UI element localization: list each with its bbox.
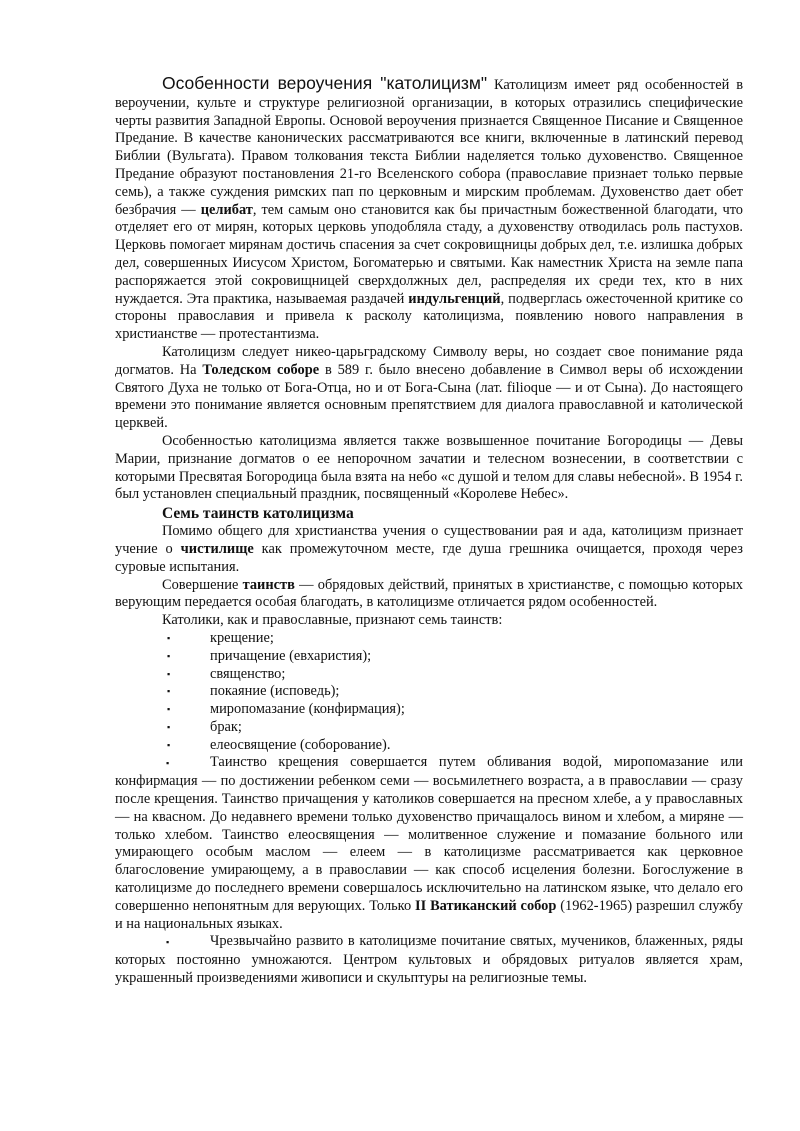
bullet-icon: ▪ bbox=[166, 758, 170, 769]
list-item-text: елеосвящение (соборование). bbox=[210, 736, 391, 753]
list-item bbox=[115, 737, 743, 755]
purgatory-paragraph bbox=[115, 523, 743, 576]
list-item bbox=[115, 683, 743, 701]
intro-paragraph bbox=[115, 75, 743, 344]
bullet-icon: ▪ bbox=[167, 721, 171, 732]
list-item-text: брак; bbox=[210, 718, 242, 735]
bullet-icon: ▪ bbox=[167, 686, 171, 697]
purgatory-text-2: как промежуточном месте, где душа грешника очищается, проходя через суровые испытания. bbox=[115, 540, 743, 575]
baptism-text-2: (1962-1965) разрешил службу и на национальных языках. bbox=[115, 897, 743, 932]
bullet-icon: ▪ bbox=[167, 739, 171, 750]
sacraments-text-2: — обрядовых действий, принятых в христианстве, с помощью которых верующим передается особая благодать, в католицизме отличается рядом особенностей. bbox=[115, 576, 743, 611]
saints-paragraph bbox=[115, 933, 743, 987]
list-item bbox=[115, 719, 743, 737]
term-purgatory: чистилище bbox=[180, 540, 254, 557]
list-item bbox=[115, 666, 743, 684]
list-item-text: причащение (евхаристия); bbox=[210, 647, 372, 664]
list-item bbox=[115, 701, 743, 719]
sacraments-definition-paragraph bbox=[115, 577, 743, 613]
creed-paragraph bbox=[115, 344, 743, 433]
term-toledo-council: Толедском соборе bbox=[202, 361, 320, 378]
creed-text-2: в 589 г. было внесено добавление в Символ веры об исхождении Святого Духа не только от Бога-Отца, но и от Бога-Сына (лат. filioque — и от Сына). До настоящего времени это понимание является основным препятствием для диалога православной и католической церквей. bbox=[115, 361, 743, 432]
bullet-icon: ▪ bbox=[167, 668, 171, 679]
term-celibacy: целибат bbox=[200, 201, 253, 218]
creed-text-1: Католицизм следует никео-царьградскому Символу веры, но создает свое понимание ряда догматов. На bbox=[115, 343, 743, 378]
list-item-text: миропомазание (конфирмация); bbox=[210, 701, 405, 718]
section-heading-sacraments: Семь таинств католицизма bbox=[162, 505, 354, 523]
intro-text-2: , тем самым оно становится как бы причастным божественной благодати, что отделяет его от мирян, которых церковь уподобляла стаду, а духовенству отводилась роль пастухов. Церковь помогает мирянам достичь спасения за счет сокровищницы добрых дел, т.е. излишка добрых дел, совершенных Иисусом Христом, Богоматерью и святыми. Как наместник Христа на земле папа распоряжается этой сокровищницей сверхдолжных дел, распределяя их среди тех, кто в них нуждается. Эта практика, называемая раздачей bbox=[115, 201, 743, 307]
purgatory-text-1: Помимо общего для христианства учения о существовании рая и ада, католицизм признает учение о bbox=[115, 523, 743, 557]
term-vatican-council: II Ватиканский собор bbox=[415, 897, 557, 914]
intro-text-3: , подверглась ожесточенной критике со стороны православия и привела к расколу католицизма, появлению нового направления в христианстве — протестантизма. bbox=[115, 290, 743, 343]
bullet-icon: ▪ bbox=[167, 704, 171, 715]
list-item-text: крещение; bbox=[210, 629, 274, 646]
sacraments-text-1: Совершение bbox=[162, 576, 243, 593]
list-item-text: священство; bbox=[210, 665, 286, 682]
seven-sacraments-intro: Католики, как и православные, признают семь таинств: bbox=[162, 612, 503, 629]
virgin-mary-paragraph: Особенностью католицизма является также возвышенное почитание Богородицы — Девы Марии, признание догматов о ее непорочном зачатии и телесном вознесении, в соответствии с которыми Пресвятая Богородица была взята на небо «с душой и телом для славы небесной». В 1954 г. был установлен специальный праздник, посвященный «Королеве Небес». bbox=[115, 432, 743, 503]
intro-text: Католицизм имеет ряд особенностей в вероучении, культе и структуре религиозной организации, в которых отразились специфические черты развития Западной Европы. Основой вероучения признается Священное Писание и Священное Предание. В качестве канонических рассматриваются все книги, включенные в латинский перевод Библии (Вульгата). Правом толкования текста Библии наделяется только духовенство. Священное Предание образуют постановления 21-го Вселенского собора (православие признает только первые семь), а также суждения римских пап по церковным и мирским проблемам. Духовенство дает обет безбрачия — bbox=[115, 77, 743, 218]
term-sacraments: таинств bbox=[242, 576, 295, 593]
baptism-paragraph bbox=[115, 754, 743, 933]
section-title: Особенности вероучения "католицизм" bbox=[162, 73, 488, 93]
saints-text: Чрезвычайно развито в католицизме почитание святых, мучеников, блаженных, ряды которых постоянно умножаются. Центром культовых и обрядовых ритуалов является храм, украшенный произведениями живописи и скульптуры на религиозные темы. bbox=[115, 933, 743, 987]
sacraments-list bbox=[115, 630, 743, 755]
baptism-text-1: Таинство крещения совершается путем обливания водой, миропомазание или конфирмация — по достижении ребенком семи — восьмилетнего возраста, а в православии — сразу после крещения. Таинство причащения у католиков совершается на пресном хлебе, а у православных — на квасном. До недавнего времени только духовенство причащалось вином и хлебом, а миряне — только хлебом. Таинство елеосвящения — молитвенное служение и помазание больного или умирающего особым маслом — елеем — в католицизме рассматривается как церковное благословение умирающему, а в православии — как способ исцеления болезни. Богослужение в католицизме до последнего времени совершалось исключительно на латинском языке, что делало его совершенно непонятным для верующих. Только bbox=[115, 754, 743, 914]
bullet-icon: ▪ bbox=[167, 650, 171, 661]
list-item bbox=[115, 648, 743, 666]
list-item bbox=[115, 630, 743, 648]
document-page bbox=[115, 75, 743, 988]
list-item-text: покаяние (исповедь); bbox=[210, 683, 340, 700]
term-indulgences: индульгенций bbox=[408, 290, 501, 307]
bullet-icon: ▪ bbox=[166, 937, 170, 948]
bullet-icon: ▪ bbox=[167, 632, 171, 643]
